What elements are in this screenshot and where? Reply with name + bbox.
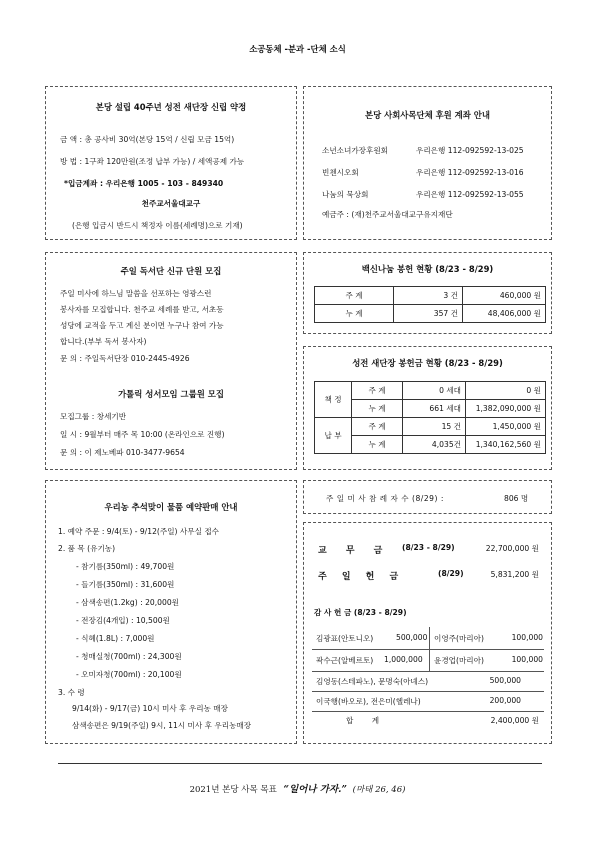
social-row-account: 우리은행 112-092592-13-055	[416, 190, 524, 199]
footer-goal: 2021년 본당 사목 목표	[189, 785, 277, 795]
social-row-name: 소년소녀가장후원회	[322, 146, 389, 155]
donor-divider	[312, 649, 544, 650]
vaccine-amount: 48,406,000 원	[463, 305, 546, 323]
anniversary-title: 본당 설립 40주년 성전 새단장 신립 약정	[95, 102, 247, 112]
kyomu-label: 교 무 금	[318, 546, 384, 556]
renovation-count: 15 건	[403, 418, 466, 436]
attendance-label: 주 일 미 사 참 례 자 수 (8/29) :	[326, 494, 444, 503]
attendance-value: 806 명	[504, 494, 529, 503]
chuseok-item: - 들기름(350ml) : 31,600원	[76, 580, 175, 589]
jumil-label: 주 일 헌 금	[318, 572, 400, 582]
renovation-label: 누 계	[352, 436, 403, 454]
donor-name: 이국행(바오로), 전은미(헬레나)	[316, 697, 421, 706]
social-title: 본당 사회사목단체 후원 계좌 안내	[365, 110, 490, 120]
reading-contact: 문 의 : 주일독서단장 010-2445-4926	[60, 354, 190, 363]
kyomu-value: 22,700,000 원	[485, 544, 539, 553]
thanks-title: 감 사 헌 금 (8/23 - 8/29)	[314, 608, 407, 617]
vaccine-amount: 460,000 원	[463, 287, 546, 305]
renovation-amount: 0 원	[466, 382, 546, 400]
vaccine-title: 백신나눔 봉헌 현황 (8/23 - 8/29)	[361, 264, 494, 274]
social-row-name: 나눔의 묵상회	[322, 190, 369, 199]
donor-amount: 500,000	[489, 676, 521, 685]
table-row	[315, 287, 546, 305]
renovation-label: 주 계	[352, 382, 403, 400]
vaccine-label: 누 계	[315, 305, 394, 323]
vaccine-table	[314, 286, 546, 323]
jumil-value: 5,831,200 원	[490, 570, 539, 579]
chuseok-item: - 전장김(4개입) : 10,500원	[76, 616, 170, 625]
bible-contact: 문 의 : 이 제노베파 010-3477-9654	[60, 448, 185, 457]
attendance-box	[303, 480, 552, 514]
social-row-name: 빈첸시오회	[322, 168, 359, 177]
renovation-table	[314, 381, 546, 454]
footer-rule	[58, 763, 542, 764]
renovation-group-label: 납 부	[315, 418, 352, 454]
donor-name: 김광표(안토니오)	[316, 634, 374, 643]
table-row	[315, 382, 546, 400]
reading-body-line: 봉사자를 모집합니다. 천주교 세례를 받고, 서초동	[60, 305, 224, 314]
donor-amount: 1,000,000	[384, 655, 423, 664]
page-header: 소공동체 -분과 -단체 소식	[249, 44, 346, 54]
reading-body-line: 성당에 교적을 두고 계신 분이면 누구나 참여 가능	[60, 321, 224, 330]
chuseok-item: - 오미자청(700ml) : 20,100원	[76, 670, 182, 679]
renovation-count: 4,035건	[403, 436, 466, 454]
donor-amount: 100,000	[511, 655, 543, 664]
social-row-account: 우리은행 112-092592-13-016	[416, 168, 524, 177]
chuseok-title: 우리농 추석맞이 물품 예약판매 안내	[104, 502, 238, 512]
social-account-box	[303, 86, 552, 240]
renovation-count: 661 세대	[403, 400, 466, 418]
chuseok-item: 삼색송편은 9/19(주일) 9시, 11시 미사 후 우리농매장	[72, 721, 252, 730]
donor-divider	[312, 691, 544, 692]
donor-amount: 200,000	[489, 696, 521, 705]
anniversary-note: (은행 입금시 반드시 책정자 이름(세례명)으로 기재)	[72, 221, 243, 230]
reading-box	[45, 252, 297, 470]
table-row	[315, 305, 546, 323]
social-holder: 예금주 : (재)천주교서울대교구유지재단	[322, 210, 453, 219]
total-label: 합 계	[346, 716, 380, 725]
anniversary-amount: 금 액 : 총 공사비 30억(본당 15억 / 신립 모금 15억)	[60, 135, 235, 144]
donor-divider	[312, 711, 544, 712]
donor-name: 김영동(스테파노), 문명숙(아녜스)	[316, 677, 429, 686]
renovation-amount: 1,382,090,000 원	[466, 400, 546, 418]
footer	[0, 781, 595, 795]
jumil-date: (8/29)	[438, 569, 464, 578]
chuseok-item: 2. 품 목 (유기농)	[58, 544, 116, 553]
anniversary-account: *입금계좌 : 우리은행 1005 - 103 - 849340	[64, 179, 224, 188]
renovation-group-label: 책 정	[315, 382, 352, 418]
vaccine-count: 3 건	[394, 287, 463, 305]
bible-group: 모집그룹 : 창세기반	[60, 412, 127, 421]
chuseok-item: - 삼색송편(1.2kg) : 20,000원	[76, 598, 180, 607]
donor-divider	[312, 671, 544, 672]
renovation-title: 성전 새단장 봉헌금 현황 (8/23 - 8/29)	[352, 358, 503, 368]
reading-title: 주일 독서단 신규 단원 모집	[120, 266, 222, 276]
renovation-label: 주 계	[352, 418, 403, 436]
chuseok-item: - 참기름(350ml) : 49,700원	[76, 562, 175, 571]
bible-date: 일 시 : 9월부터 매주 목 10:00 (온라인으로 진행)	[60, 430, 225, 439]
donor-name: 이영주(마리아)	[434, 634, 484, 643]
renovation-box	[303, 346, 552, 470]
reading-body-line: 주일 미사에 하느님 말씀을 선포하는 영광스런	[60, 289, 212, 298]
donor-name: 곽수근(알베르토)	[316, 656, 374, 665]
renovation-label: 누 계	[352, 400, 403, 418]
donor-amount: 100,000	[511, 633, 543, 642]
anniversary-box	[45, 86, 297, 240]
bible-group-title: 가톨릭 성서모임 그룹원 모집	[118, 389, 224, 399]
donor-name: 윤경업(마리아)	[434, 656, 484, 665]
vaccine-count: 357 건	[394, 305, 463, 323]
renovation-count: 0 세대	[403, 382, 466, 400]
renovation-amount: 1,340,162,560 원	[466, 436, 546, 454]
vaccine-label: 주 계	[315, 287, 394, 305]
chuseok-box	[45, 480, 297, 744]
kyomu-date: (8/23 - 8/29)	[402, 543, 455, 552]
chuseok-item: - 청매실청(700ml) : 24,300원	[76, 652, 182, 661]
chuseok-item: 3. 수 령	[58, 688, 85, 697]
renovation-amount: 1,450,000 원	[466, 418, 546, 436]
anniversary-account-holder: 천주교서울대교구	[141, 199, 201, 208]
total-value: 2,400,000 원	[490, 716, 539, 725]
donor-amount: 500,000	[396, 633, 428, 642]
reading-body-line: 합니다.(부부 독서 봉사자)	[60, 337, 147, 346]
vaccine-box	[303, 252, 552, 334]
social-row-account: 우리은행 112-092592-13-025	[416, 146, 524, 155]
chuseok-item: 9/14(화) - 9/17(금) 10시 미사 후 우리농 매장	[72, 704, 228, 713]
anniversary-method: 방 법 : 1구좌 120만원(조정 납부 가능) / 세액공제 가능	[60, 157, 245, 166]
footer-ref: (마태 26, 46)	[352, 785, 406, 795]
footer-quote: “일어나 가자.”	[283, 784, 347, 795]
chuseok-item: 1. 예약 주문 : 9/4(토) - 9/12(주일) 사무실 접수	[58, 527, 220, 536]
finance-box	[303, 522, 552, 744]
chuseok-item: - 식혜(1.8L) : 7,000원	[76, 634, 155, 643]
table-row	[315, 418, 546, 436]
